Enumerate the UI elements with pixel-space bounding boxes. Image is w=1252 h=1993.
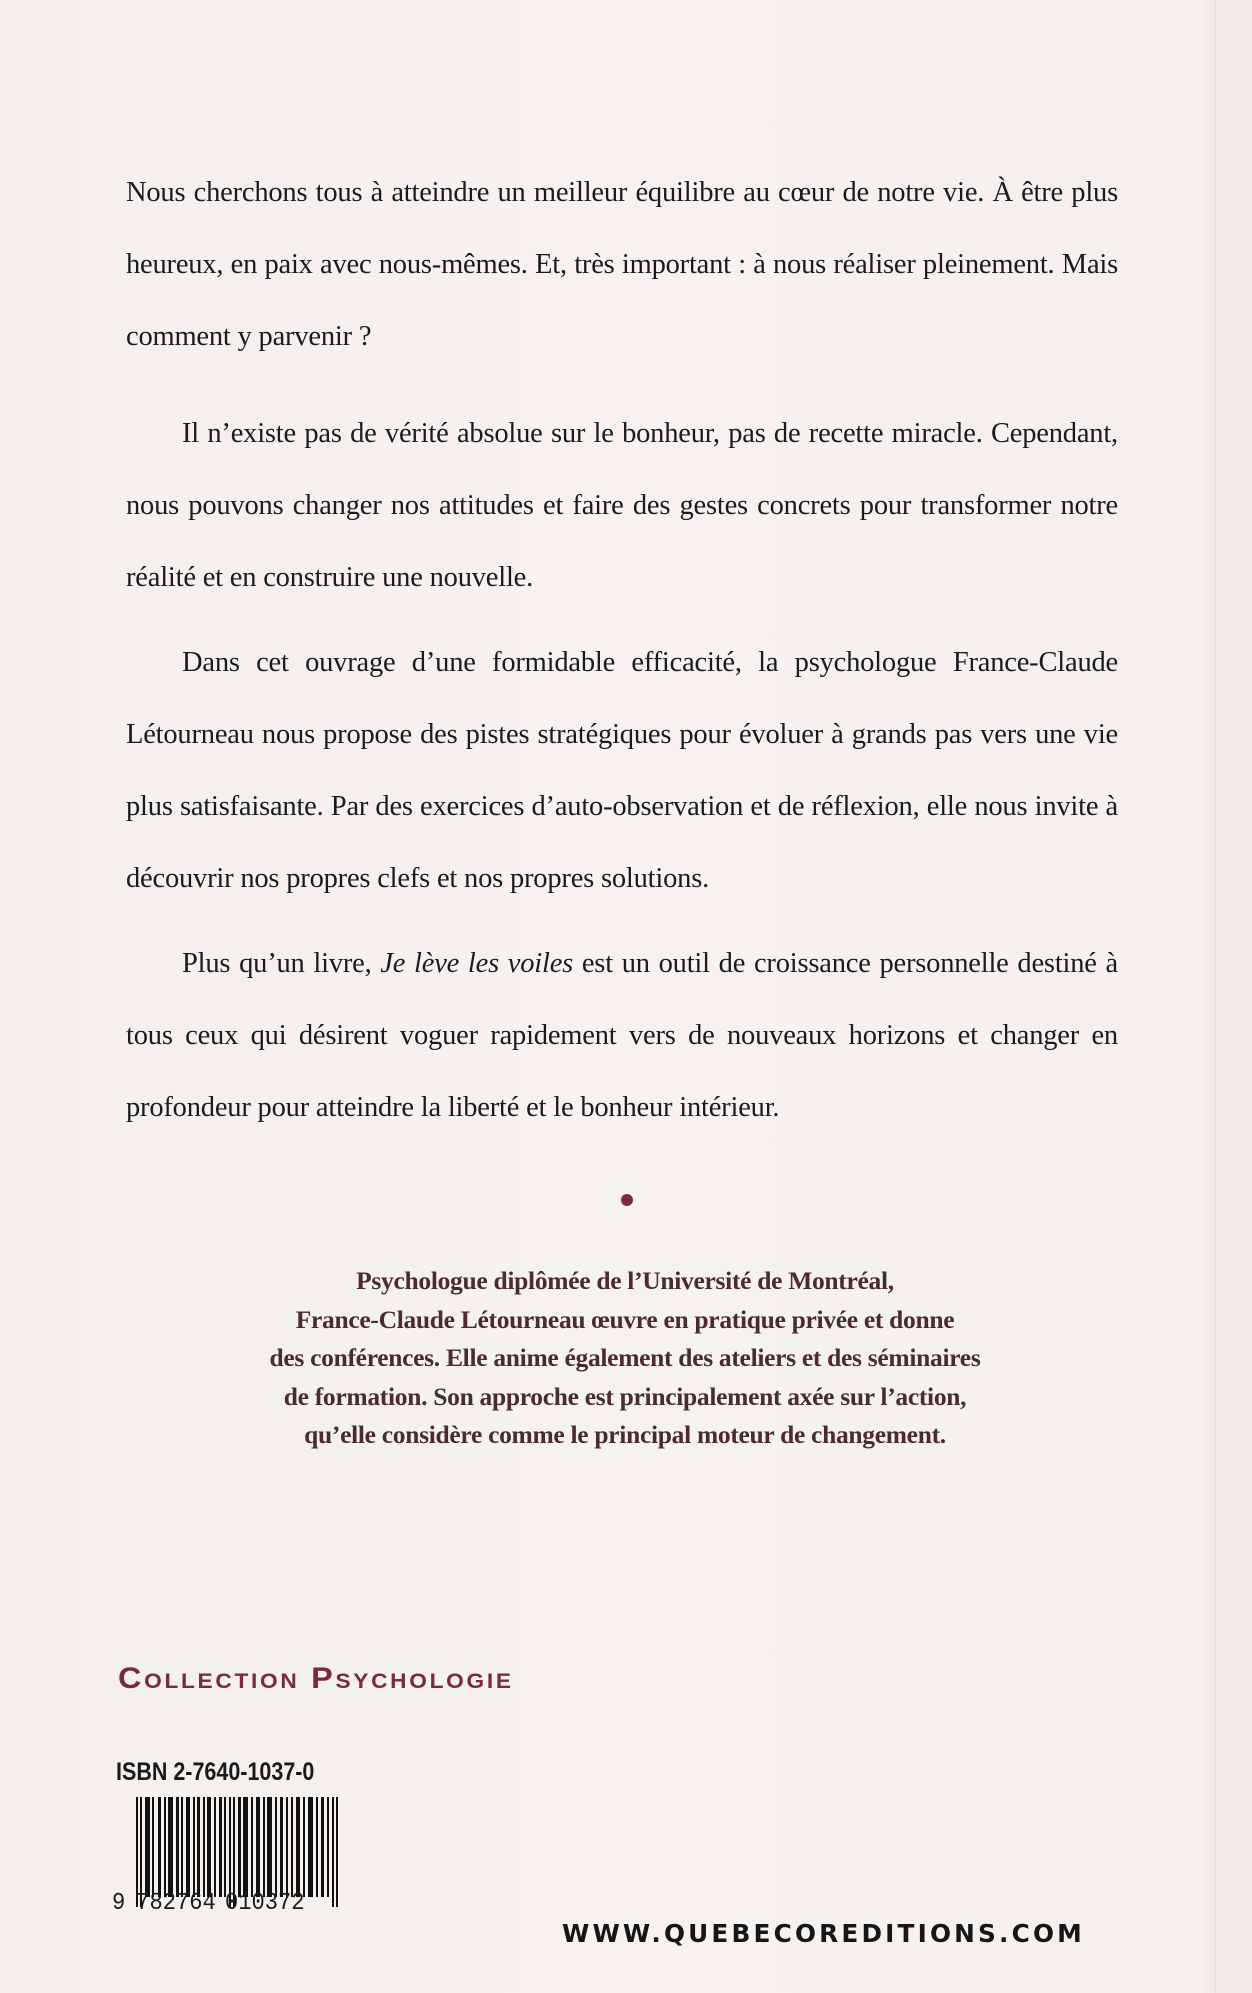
author-bio xyxy=(140,1262,1110,1455)
page-edge-line xyxy=(1215,0,1216,1993)
book-title-italic: Je lève les voiles xyxy=(380,948,574,979)
author-bio-line: Psychologue diplômée de l’Université de Montréal, xyxy=(356,1266,894,1295)
blurb-paragraph-2-text: Il n’existe pas de vérité absolue sur le bonheur, pas de recette miracle. Cependant, nous pouvons changer nos attitudes et faire des gestes concrets pour transformer notre réalité et en construire une nouvelle. xyxy=(126,418,1118,593)
blurb-paragraph-4 xyxy=(126,928,1118,1144)
author-bio-line: France-Claude Létourneau œuvre en pratique privée et donne xyxy=(295,1304,955,1334)
author-bio-line: de formation. Son approche est principalement axée sur l’action, xyxy=(283,1381,967,1411)
publisher-website-link[interactable]: WWW.QUEBECOREDITIONS.COM xyxy=(562,1919,1085,1948)
author-bio-line: qu’elle considère comme le principal moteur de changement. xyxy=(304,1420,946,1449)
blurb-paragraph-3 xyxy=(126,627,1118,915)
author-bio-line: des conférences. Elle anime également des ateliers et des séminaires xyxy=(269,1343,981,1372)
barcode-digits xyxy=(112,1890,305,1917)
blurb-paragraph-1 xyxy=(126,157,1118,373)
blurb-paragraph-3-text: Dans cet ouvrage d’une formidable efficacité, la psychologue France-Claude Létourneau nous propose des pistes stratégiques pour évoluer à grands pas vers une vie plus satisfaisante. Par des exercices d’auto-observation et de réflexion, elle nous invite à découvrir nos propres clefs et nos propres solutions. xyxy=(126,647,1118,894)
barcode-digits-right: 010372 xyxy=(225,1890,305,1917)
barcode-digit-first: 9 xyxy=(112,1890,126,1917)
separator-bullet-icon xyxy=(621,1194,633,1206)
barcode-digits-left: 782764 xyxy=(136,1890,216,1917)
blurb-paragraph-4-text-after: est un outil de croissance personnelle destiné à tous ceux qui désirent voguer rapidement vers de nouveaux horizons et changer en profondeur pour atteindre la liberté et le bonheur intérieur. xyxy=(126,948,1119,1123)
isbn-label: ISBN 2-7640-1037-0 xyxy=(116,1758,315,1786)
blurb-paragraph-2 xyxy=(126,398,1118,614)
collection-label: Collection Psychologie xyxy=(118,1662,514,1695)
blurb-paragraph-4-text-before: Plus qu’un livre, xyxy=(182,948,381,979)
blurb-paragraph-1-text: Nous cherchons tous à atteindre un meilleur équilibre au cœur de notre vie. À être plus heureux, en paix avec nous-mêmes. Et, très important : à nous réaliser pleinement. Mais comment y parvenir ? xyxy=(126,177,1118,352)
